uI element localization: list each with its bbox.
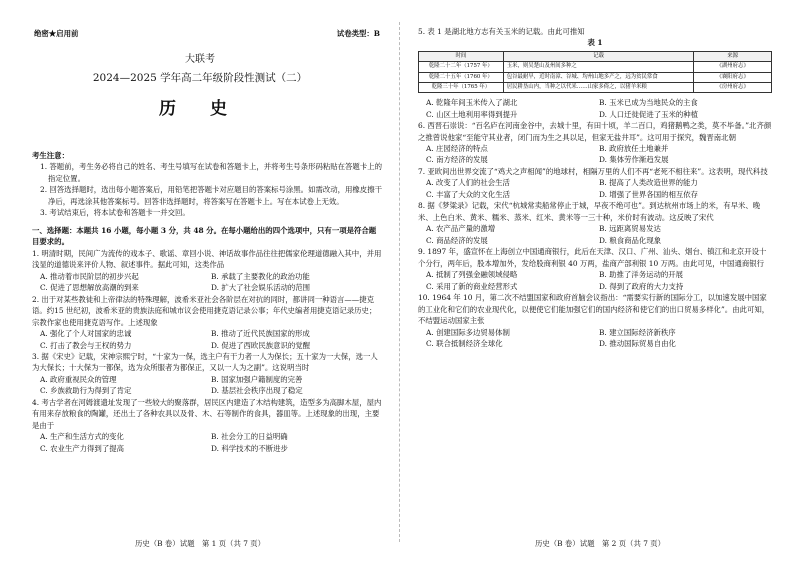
question-8 (418, 200, 772, 246)
option-b: B. 政府放任土地兼并 (599, 144, 669, 153)
option-c: C. 联合抵制经济全球化 (426, 338, 503, 348)
question-stem: 1. 明清时期，民间广为流传的戏本子、歌谣、章回小说、神话故事作品往往把儒家伦理道德融入其中，并用浅显的道德说来评价人物、叙述事件。据此可知，这类作品 (32, 248, 382, 270)
option-d: D. 扩大了社会娱乐活动的范围 (211, 283, 311, 293)
section-heading: 一、选择题：本题共 16 小题，每小题 3 分，共 48 分。在每小题给出的四个选项中，只有一项是符合题目要求的。 (32, 225, 377, 247)
table-row (419, 62, 772, 72)
option-a: A. 推动着市民阶层的初步兴起 (40, 271, 139, 281)
option-b: B. 国家加强户籍制度的完善 (211, 374, 303, 384)
option-c: C. 农业生产力得到了提高 (40, 443, 124, 453)
table-row (419, 82, 772, 92)
option-a: A. 乾隆年间玉米传入了湖北 (426, 98, 518, 108)
option-b: B. 社会分工的日益明确 (211, 432, 288, 442)
question-stem: 4. 考古学者在河姆渡遗址发现了一些较大的聚落群，居民区内建造了木结构建筑，造型多为高脚木屋，屋内有用来存放粮食的陶罐，还出土了各种农具以及骨、木、石等制作的食具，器皿等。上述现象的出现，主要是由于 (32, 397, 382, 430)
question-1 (32, 248, 382, 294)
table-header-cell: 时间 (419, 51, 504, 61)
question-stem: 5. 表 1 是湖北地方志有关玉米的记载。由此可推知 (418, 27, 585, 36)
notice-item: 1. 答题前，考生务必将自己的姓名、考生号填写在试卷和答题卡上，并将考生号条形码粘贴在答题卡上的指定位置。 (40, 162, 382, 183)
data-table (418, 51, 772, 93)
option-b: B. 远距离贸易发达 (599, 224, 661, 234)
question-stem: 10. 1964 年 10 月，第二次不结盟国家和政府首脑会议指出：“需要实行新的国际分工，以加速发展中国家的工业化和它们的农业现代化，以便使它们能加强它们的国内经济和使它们的出口贸易多样化”。由此可知，不结盟运动国家主张 (418, 293, 770, 326)
option-d: D. 人口迁徙促进了玉米的种植 (599, 109, 699, 119)
option-c: C. 丰富了大众的文化生活 (426, 189, 510, 199)
question-stem: 7. 亚欧间出世界交流了“鸡犬之声相闻”的地球村，相隔万里的人们不再“老死不相往来”。这表明，现代科技 (418, 166, 768, 176)
option-d: D. 粮食商品化现象 (599, 235, 662, 245)
page-2 (400, 0, 800, 566)
paper-type-label: 试卷类型：B (336, 29, 380, 38)
table-row (419, 72, 772, 82)
exam-organizer: 大联考 (185, 54, 215, 65)
option-d: D. 基层社会秩序出现了稳定 (211, 386, 303, 396)
question-7 (418, 166, 772, 200)
table-header-cell: 来源 (694, 51, 772, 61)
confidential-label: 绝密★启用前 (34, 29, 79, 38)
notice-item: 2. 回答选择题时，选出每小题答案后，用铅笔把答题卡对应题目的答案标号涂黑。如需改动，用橡皮擦干净后，再选涂其他答案标号。回答非选择题时，将答案写在答题卡上。写在本试卷上无效。 (40, 185, 382, 206)
option-a: A. 生产和生活方式的变化 (40, 432, 124, 442)
option-b: B. 玉米已成为当地民众的主食 (599, 98, 698, 108)
page-footer: 历史（B 卷）试题 第 2 页（共 7 页） (534, 539, 666, 548)
option-c: C. 促进了思想解放高潮的到来 (40, 283, 139, 293)
exam-name: 2024—2025 学年高二年级阶段性测试（二） (92, 71, 308, 84)
option-a: A. 强化了个人对国家的忠诚 (40, 329, 132, 339)
table-cell: 乾隆二十五年（1760 年） (419, 72, 504, 82)
question-stem: 3. 据《宋史》记载，宋神宗熙宁时，“十家为一保，选主户有干力者一人为保长；五十家为一大保，选一人为大保长；十大保为一都保，选为众所服者为都保正，又以一人为之副”。这说明当时 (32, 351, 378, 373)
option-a: A. 庄园经济的特点 (426, 144, 488, 153)
question-stem: 6. 西晋石崇说：“百名庐在河南金谷中，去城十里，有田十顷，羊二百口，鸡猪鹅鸭之类，莫不毕备。”北齐颜之推曾说他家“至能守其业者，闭门而为生之具以足，但家无盐井耳”。这可用于探究，魏晋南北朝 (418, 121, 772, 142)
option-c: C. 山区土地利用率得到提升 (426, 109, 518, 119)
question-stem: 2. 出于对某些教徒和上帝律法的特殊理解，波希米亚社会各阶层在对抗的同时，都讲同一种语言——捷克语。约15 世纪初，波希米亚的贵族法庭和城市议会使用捷克语记录公事；年代史编者用捷克语记录历史；宗教作家也使用捷克语写作。上述现象 (32, 294, 377, 327)
table-cell: 乾隆三十年（1765 年） (419, 82, 504, 92)
option-d: D. 得到了政府的大力支持 (599, 281, 684, 291)
option-a: A. 抵制了列强金融领域侵略 (426, 270, 518, 280)
question-9 (418, 246, 772, 292)
option-b: B. 建立国际经济新秩序 (599, 327, 676, 337)
table-cell: 包谷最耐旱，近时南漳、谷城、均州山地多产之，远为贫民常食 (503, 72, 694, 82)
option-a: A. 改变了人们的社会生活 (426, 178, 510, 188)
option-d: D. 科学技术的不断进步 (211, 443, 288, 453)
table-cell: 乾隆二十二年（1757 年） (419, 62, 504, 72)
option-c: C. 南方经济的发展 (426, 155, 488, 165)
option-b: B. 提高了人类改造世界的能力 (599, 178, 698, 188)
exam-title-block (0, 52, 400, 122)
option-a: A. 创建国际多边贸易体制 (426, 327, 510, 337)
option-d: D. 推动国际贸易自由化 (599, 338, 676, 348)
option-a: A. 农产品产量的激增 (426, 224, 496, 234)
notice-title: 考生注意： (32, 151, 69, 160)
table-cell: 玉米，则吴楚山及州间多种之 (503, 62, 694, 72)
page-footer: 历史（B 卷）试题 第 1 页（共 7 页） (134, 539, 266, 548)
table-cell: 《襄阳府志》 (694, 72, 772, 82)
option-d: D. 集体劳作渐趋发展 (599, 155, 669, 165)
option-c: C. 乡族救助行为得到了肯定 (40, 386, 132, 396)
page-2-content (418, 26, 772, 349)
question-2 (32, 294, 382, 351)
table-caption: 表 1 (587, 38, 603, 48)
option-b: B. 推动了近代民族国家的形成 (211, 329, 310, 339)
notice-item: 3. 考试结束后，将本试卷和答题卡一并交回。 (40, 208, 190, 218)
table-cell: 《房州府志》 (694, 82, 772, 92)
option-c: C. 打击了教会与王权的势力 (40, 340, 132, 350)
option-a: A. 政府重视民众的管理 (40, 374, 117, 384)
option-c: C. 采用了新的商业经营形式 (426, 281, 518, 291)
table-header-row (419, 51, 772, 61)
question-stem: 8. 据《梦粱录》记载，宋代“杭城常卖船常停止于城，早夜不绝可也”。到达杭州市场上的米，有早米、晚米、上色白米、黄米、糯米、蒸米、红米、黄米等一三十种，米价时有波动。这反映了宋代 (418, 201, 761, 222)
option-d: D. 增强了世界各国的相互依存 (599, 189, 699, 199)
table-header-cell: 记载 (503, 51, 694, 61)
option-b: B. 承载了主要教化的政治功能 (211, 271, 310, 281)
page-1-content (32, 150, 382, 454)
subject-title: 历 史 (159, 98, 241, 119)
question-5 (418, 26, 772, 120)
question-4 (32, 397, 382, 454)
question-10 (418, 292, 772, 349)
question-3 (32, 351, 382, 397)
question-6 (418, 120, 772, 166)
option-b: B. 助推了洋务运动的开展 (599, 270, 684, 280)
table-cell: 居民耕垦山内，当种之以代米……山家多倚之，以猪羊米粮 (503, 82, 694, 92)
question-stem: 9. 1897 年，盛宣怀在上海创立中国通商银行，此后在天津、汉口、广州、汕头、烟台、镇江和北京开设十个分行，两年后，股本增加外，发给股商利银 40 万两，盐商产部利银 10 万两。由此可见，中国通商银行 (418, 247, 767, 268)
option-d: D. 促进了西欧民族意识的觉醒 (211, 340, 311, 350)
table-cell: 《湖州府志》 (694, 62, 772, 72)
option-c: C. 商品经济的发展 (426, 235, 488, 245)
